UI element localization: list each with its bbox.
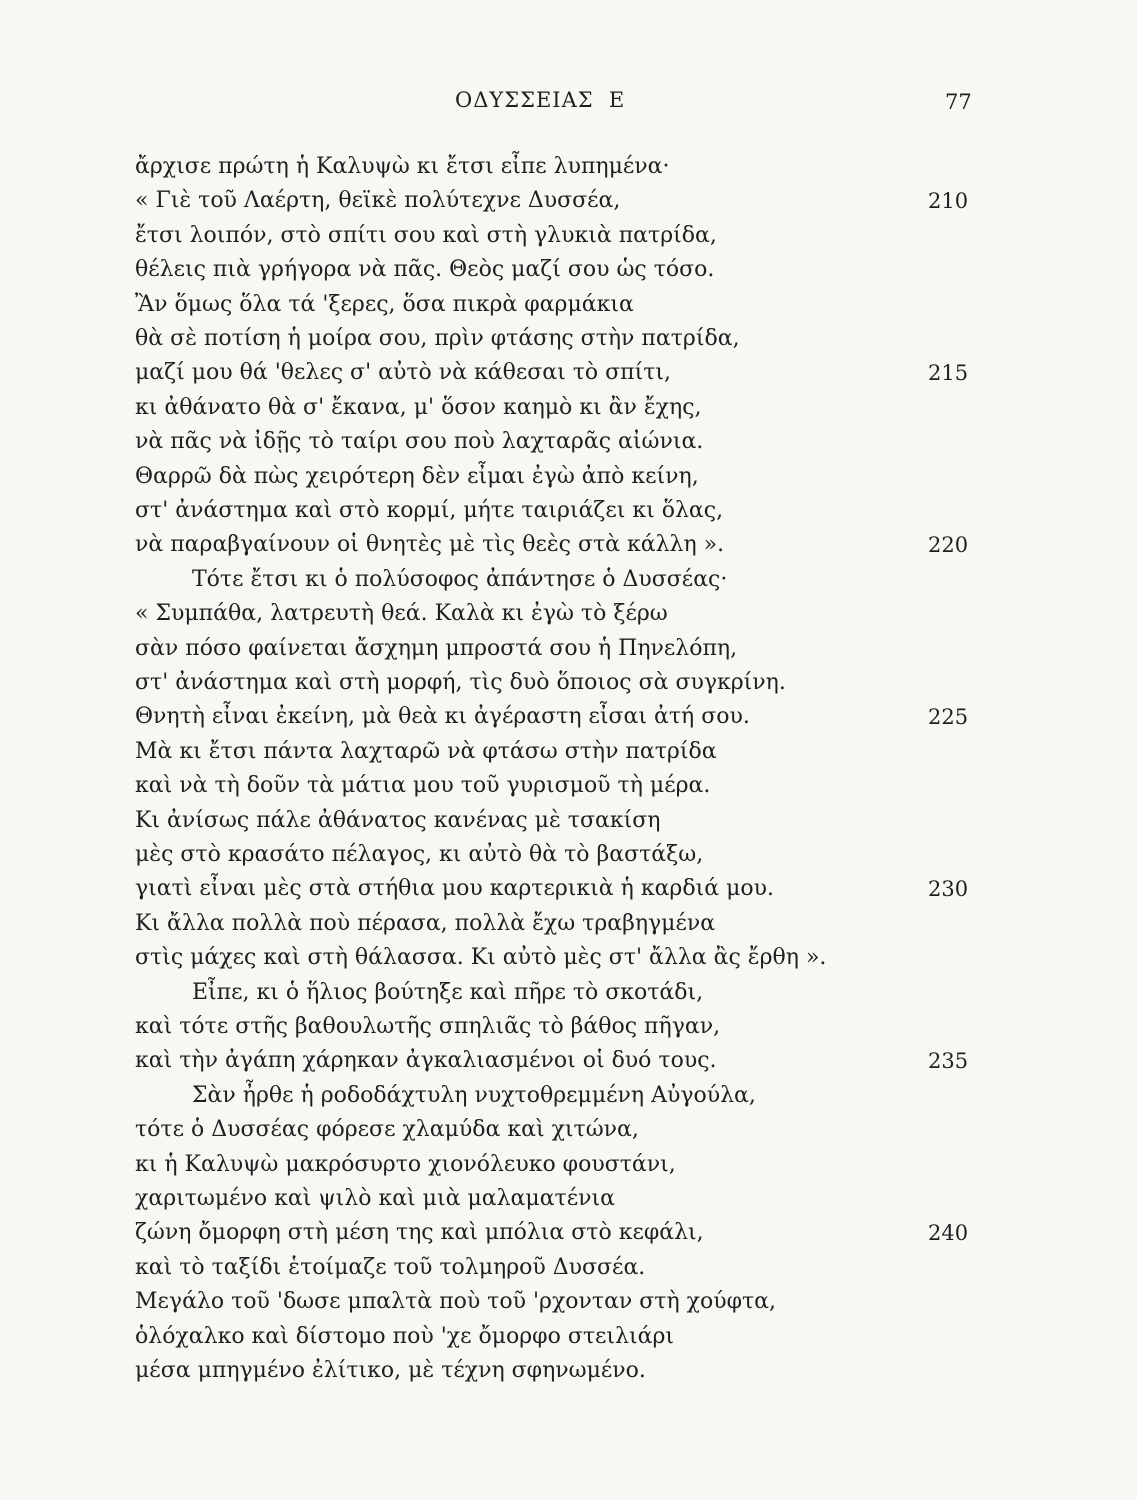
verse-line (0, 425, 1137, 459)
verse-line (0, 288, 1137, 322)
running-title: ΟΔΥΣΣΕΙΑΣ Ε (455, 88, 626, 112)
verse-line-number: 215 (928, 361, 969, 385)
verse-line-number: 230 (928, 877, 969, 901)
page-number: 77 (945, 90, 972, 114)
verse-text: θέλεις πιὰ γρήγορα νὰ πᾶς. Θεὸς μαζί σου ὡς τόσο. (135, 257, 715, 282)
verse-line (0, 563, 1137, 597)
verse-line (0, 184, 1137, 218)
verse-text: « Συμπάθα, λατρευτὴ θεά. Καλὰ κι ἐγὼ τὸ ξέρω (135, 601, 668, 626)
verse-line (0, 219, 1137, 253)
verse-text: σὰν πόσο φαίνεται ἄσχημη μπροστά σου ἡ Πηνελόπη, (135, 636, 738, 661)
verse-text: θὰ σὲ ποτίση ἡ μοίρα σου, πρὶν φτάσης στὴν πατρίδα, (135, 326, 740, 351)
verse-text: τότε ὁ Δυσσέας φόρεσε χλαμύδα καὶ χιτώνα, (135, 1117, 639, 1142)
verse-line (0, 494, 1137, 528)
verse-line (0, 700, 1137, 734)
verse-line (0, 735, 1137, 769)
verse-line (0, 1285, 1137, 1319)
verse-text: νὰ πᾶς νὰ ἰδῇς τὸ ταίρι σου ποὺ λαχταρᾶς αἰώνια. (135, 429, 704, 454)
verse-line (0, 356, 1137, 390)
verse-line (0, 976, 1137, 1010)
verse-text: Εἶπε, κι ὁ ἥλιος βούτηξε καὶ πῆρε τὸ σκοτάδι, (192, 980, 704, 1005)
verse-line-number: 225 (928, 705, 969, 729)
verse-text: ὁλόχαλκο καὶ δίστομο ποὺ 'χε ὄμορφο στειλιάρι (135, 1324, 675, 1349)
verse-line (0, 838, 1137, 872)
verse-line (0, 322, 1137, 356)
verse-text: Τότε ἔτσι κι ὁ πολύσοφος ἀπάντησε ὁ Δυσσέας· (192, 567, 728, 592)
verse-line (0, 253, 1137, 287)
verse-text: Σὰν ἦρθε ἡ ροδοδάχτυλη νυχτοθρεμμένη Αὐγούλα, (192, 1083, 756, 1108)
verse-text: καὶ τὴν ἀγάπη χάρηκαν ἀγκαλιασμένοι οἱ δυό τους. (135, 1048, 717, 1073)
verse-line (0, 1182, 1137, 1216)
verse-line (0, 1354, 1137, 1388)
verse-text: ἄρχισε πρώτη ἡ Καλυψὼ κι ἔτσι εἶπε λυπημένα· (135, 154, 670, 179)
verse-line (0, 907, 1137, 941)
verse-line (0, 597, 1137, 631)
verse-line (0, 769, 1137, 803)
verse-text: Κι ἄλλα πολλὰ ποὺ πέρασα, πολλὰ ἔχω τραβηγμένα (135, 911, 716, 936)
verse-line-number: 240 (928, 1221, 969, 1245)
verse-line (0, 941, 1137, 975)
verse-text: μαζί μου θά 'θελες σ' αὐτὸ νὰ κάθεσαι τὸ σπίτι, (135, 360, 672, 385)
verse-line (0, 1079, 1137, 1113)
verse-line (0, 391, 1137, 425)
verse-text: χαριτωμένο καὶ ψιλὸ καὶ μιὰ μαλαματένια (135, 1186, 615, 1211)
verse-text: στὶς μάχες καὶ στὴ θάλασσα. Κι αὐτὸ μὲς στ' ἄλλα ἂς ἔρθη ». (135, 945, 827, 970)
verse-text: Θνητὴ εἶναι ἐκείνη, μὰ θεὰ κι ἀγέραστη εἶσαι ἀτή σου. (135, 704, 750, 729)
verse-text: Ἂν ὅμως ὅλα τά 'ξερες, ὅσα πικρὰ φαρμάκια (135, 292, 634, 317)
verse-line (0, 528, 1137, 562)
verse-line (0, 150, 1137, 184)
verse-line (0, 1044, 1137, 1078)
verse-line (0, 1010, 1137, 1044)
verse-text: « Γιὲ τοῦ Λαέρτη, θεϊκὲ πολύτεχνε Δυσσέα, (135, 188, 621, 213)
verse-text: Θαρρῶ δὰ πὼς χειρότερη δὲν εἶμαι ἐγὼ ἀπὸ κείνη, (135, 464, 699, 489)
verse-text: στ' ἀνάστημα καὶ στὸ κορμί, μήτε ταιριάζει κι ὅλας, (135, 498, 724, 523)
verse-line (0, 632, 1137, 666)
verse-text: γιατὶ εἶναι μὲς στὰ στήθια μου καρτερικιὰ ἡ καρδιά μου. (135, 876, 774, 901)
verse-text: κι ἀθάνατο θὰ σ' ἔκανα, μ' ὅσον καημὸ κι ἂν ἔχης, (135, 395, 702, 420)
verse-text: μὲς στὸ κρασάτο πέλαγος, κι αὐτὸ θὰ τὸ βαστάξω, (135, 842, 704, 867)
verse-text: νὰ παραβγαίνουν οἱ θνητὲς μὲ τὶς θεὲς στὰ κάλλη ». (135, 532, 725, 557)
verse-line (0, 666, 1137, 700)
verse-line (0, 460, 1137, 494)
verse-text: Μεγάλο τοῦ 'δωσε μπαλτὰ ποὺ τοῦ 'ρχονταν στὴ χούφτα, (135, 1289, 777, 1314)
verse-line (0, 1320, 1137, 1354)
verse-line (0, 804, 1137, 838)
verse-line (0, 1251, 1137, 1285)
verse-text: καὶ τότε στῆς βαθουλωτῆς σπηλιᾶς τὸ βάθος πῆγαν, (135, 1014, 721, 1039)
verse-line (0, 1216, 1137, 1250)
verse-text: Μὰ κι ἔτσι πάντα λαχταρῶ νὰ φτάσω στὴν πατρίδα (135, 739, 717, 764)
verse-text: ἔτσι λοιπόν, στὸ σπίτι σου καὶ στὴ γλυκιὰ πατρίδα, (135, 223, 717, 248)
verse-line-number: 210 (928, 189, 969, 213)
verse-text: κι ἡ Καλυψὼ μακρόσυρτο χιονόλευκο φουστάνι, (135, 1152, 676, 1177)
verse-line-number: 220 (928, 533, 969, 557)
verse-text: ζώνη ὄμορφη στὴ μέση της καὶ μπόλια στὸ κεφάλι, (135, 1220, 704, 1245)
verse-line (0, 872, 1137, 906)
verse-text: καὶ νὰ τὴ δοῦν τὰ μάτια μου τοῦ γυρισμοῦ τὴ μέρα. (135, 773, 711, 798)
verse-line (0, 1148, 1137, 1182)
verse-text: Κι ἀνίσως πάλε ἀθάνατος κανένας μὲ τσακίση (135, 808, 661, 833)
verse-line-number: 235 (928, 1049, 969, 1073)
verse-text: καὶ τὸ ταξίδι ἑτοίμαζε τοῦ τολμηροῦ Δυσσέα. (135, 1255, 646, 1280)
verse-text: στ' ἀνάστημα καὶ στὴ μορφή, τὶς δυὸ ὅποιος σὰ συγκρίνη. (135, 670, 786, 695)
verse-line (0, 1113, 1137, 1147)
running-head (0, 88, 1137, 118)
verse-text: μέσα μπηγμένο ἐλίτικο, μὲ τέχνη σφηνωμένο. (135, 1358, 646, 1383)
